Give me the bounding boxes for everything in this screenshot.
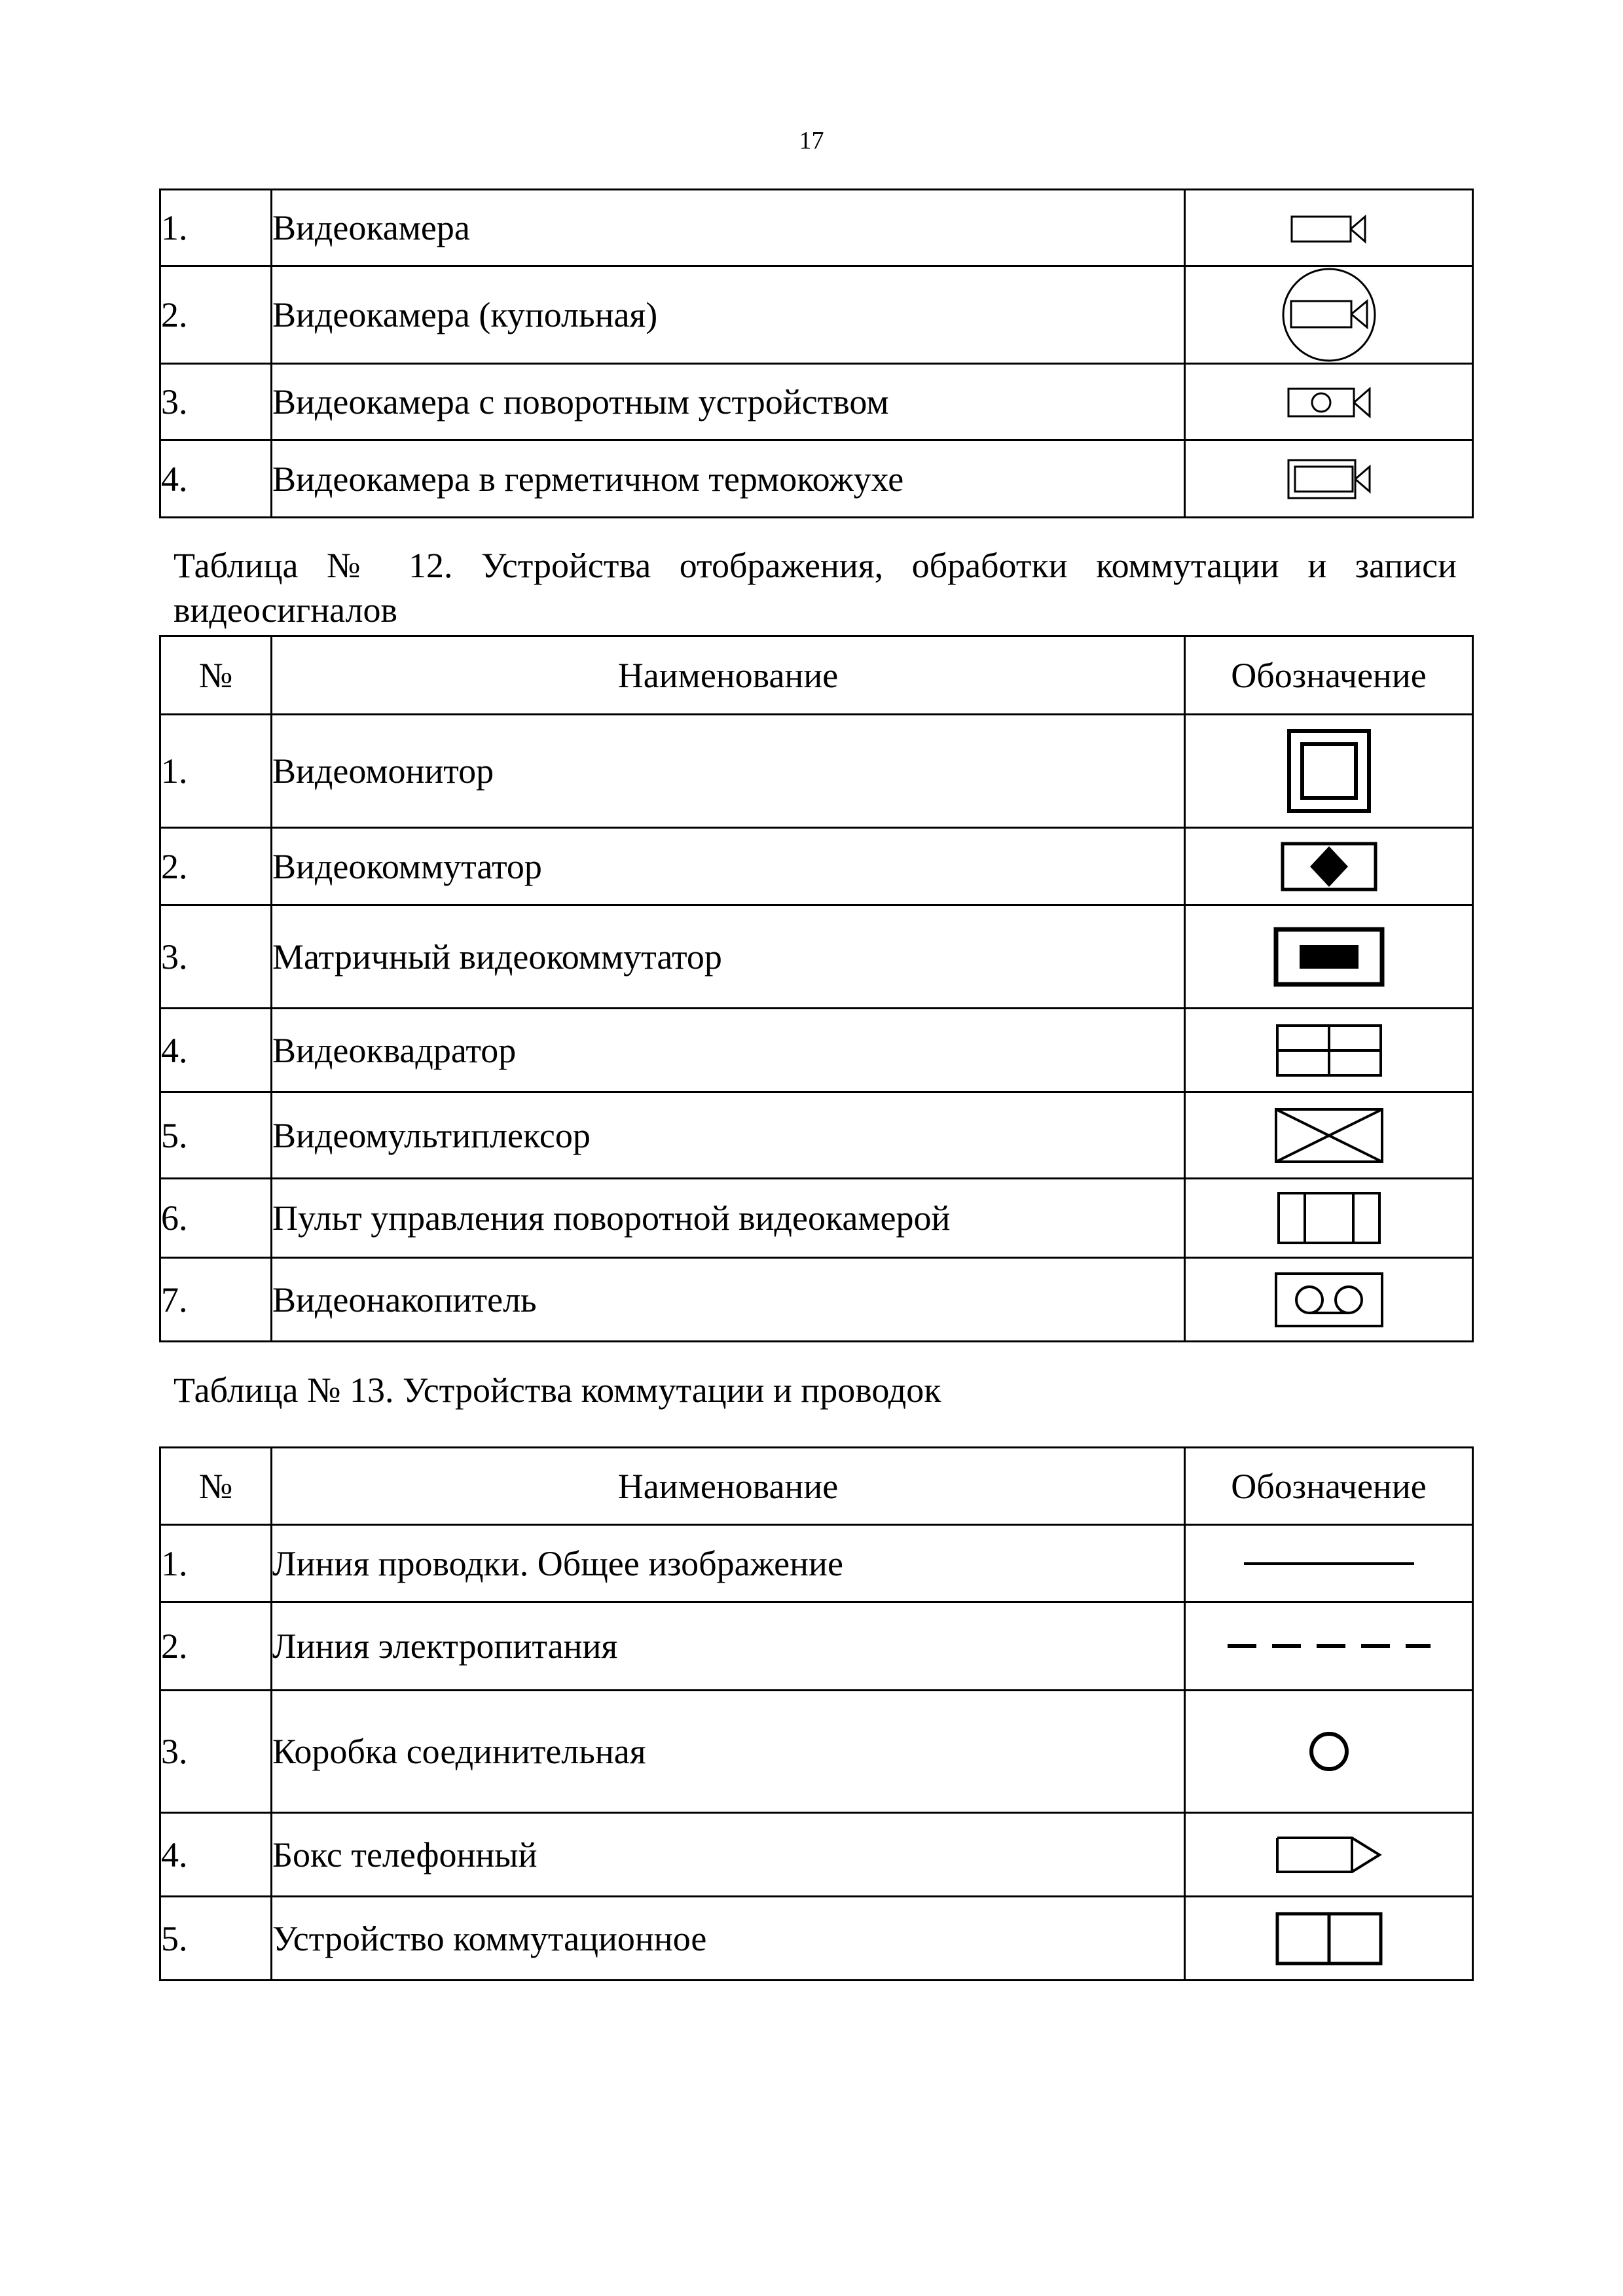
junction-box-icon — [1185, 1691, 1473, 1813]
row-number: 3. — [160, 905, 272, 1009]
row-name: Видеонакопитель — [272, 1258, 1185, 1342]
table-row — [160, 1258, 1473, 1342]
row-number: 3. — [160, 1691, 272, 1813]
dome-camera-icon — [1185, 266, 1473, 364]
table-row — [160, 1691, 1473, 1813]
table-row — [160, 1009, 1473, 1092]
table-header-row — [160, 1448, 1473, 1525]
table-row — [160, 266, 1473, 364]
row-name: Бокс телефонный — [272, 1813, 1185, 1897]
row-number: 5. — [160, 1897, 272, 1981]
row-name: Линия электропитания — [272, 1602, 1185, 1691]
table-13-caption: Таблица № 13. Устройства коммутации и проводок — [173, 1371, 941, 1410]
table-row — [160, 1813, 1473, 1897]
row-name: Видеокамера с поворотным устройством — [272, 364, 1185, 440]
housing-camera-icon — [1185, 440, 1473, 518]
camera-icon — [1185, 190, 1473, 266]
row-number: 6. — [160, 1179, 272, 1258]
wiring-line-icon — [1185, 1525, 1473, 1602]
table-12-caption: Таблица № 12. Устройства отображения, обработки коммутации и записи видеосигналов — [173, 546, 1457, 630]
row-name: Видеоквадратор — [272, 1009, 1185, 1092]
table-row — [160, 1602, 1473, 1691]
table-row — [160, 364, 1473, 440]
row-number: 4. — [160, 1813, 272, 1897]
table-row — [160, 905, 1473, 1009]
row-name: Видеокамера (купольная) — [272, 266, 1185, 364]
row-name: Матричный видеокоммутатор — [272, 905, 1185, 1009]
row-name: Видеокамера в герметичном термокожухе — [272, 440, 1185, 518]
row-number: 5. — [160, 1092, 272, 1179]
row-number: 2. — [160, 266, 272, 364]
table-row — [160, 1179, 1473, 1258]
table-row — [160, 1525, 1473, 1602]
row-number: 2. — [160, 828, 272, 905]
switcher-icon — [1185, 828, 1473, 905]
ptz-camera-icon — [1185, 364, 1473, 440]
row-number: 4. — [160, 440, 272, 518]
row-number: 1. — [160, 1525, 272, 1602]
header-symbol: Обозначение — [1185, 636, 1473, 715]
table-row — [160, 1897, 1473, 1981]
multiplexer-icon — [1185, 1092, 1473, 1179]
table-13 — [159, 1446, 1474, 1981]
matrix-switcher-icon — [1185, 905, 1473, 1009]
header-name: Наименование — [272, 636, 1185, 715]
table-header-row — [160, 636, 1473, 715]
quad-icon — [1185, 1009, 1473, 1092]
table-12 — [159, 635, 1474, 1342]
header-symbol: Обозначение — [1185, 1448, 1473, 1525]
row-number: 1. — [160, 190, 272, 266]
row-number: 2. — [160, 1602, 272, 1691]
page-number: 17 — [799, 127, 824, 154]
header-number: № — [160, 636, 272, 715]
table-row — [160, 440, 1473, 518]
phone-box-icon — [1185, 1813, 1473, 1897]
row-name: Коробка соединительная — [272, 1691, 1185, 1813]
header-name: Наименование — [272, 1448, 1185, 1525]
row-name: Видеомонитор — [272, 715, 1185, 828]
row-name: Видеокамера — [272, 190, 1185, 266]
table-row — [160, 715, 1473, 828]
monitor-icon — [1185, 715, 1473, 828]
power-line-icon — [1185, 1602, 1473, 1691]
row-number: 3. — [160, 364, 272, 440]
header-number: № — [160, 1448, 272, 1525]
control-panel-icon — [1185, 1179, 1473, 1258]
row-number: 1. — [160, 715, 272, 828]
row-number: 7. — [160, 1258, 272, 1342]
table-row — [160, 1092, 1473, 1179]
row-name: Устройство коммутационное — [272, 1897, 1185, 1981]
row-name: Видеомультиплексор — [272, 1092, 1185, 1179]
row-name: Видеокоммутатор — [272, 828, 1185, 905]
table-row — [160, 828, 1473, 905]
row-name: Пульт управления поворотной видеокамерой — [272, 1179, 1185, 1258]
video-recorder-icon — [1185, 1258, 1473, 1342]
switching-device-icon — [1185, 1897, 1473, 1981]
row-name: Линия проводки. Общее изображение — [272, 1525, 1185, 1602]
table-row — [160, 190, 1473, 266]
row-number: 4. — [160, 1009, 272, 1092]
table-11-continued — [159, 188, 1474, 518]
